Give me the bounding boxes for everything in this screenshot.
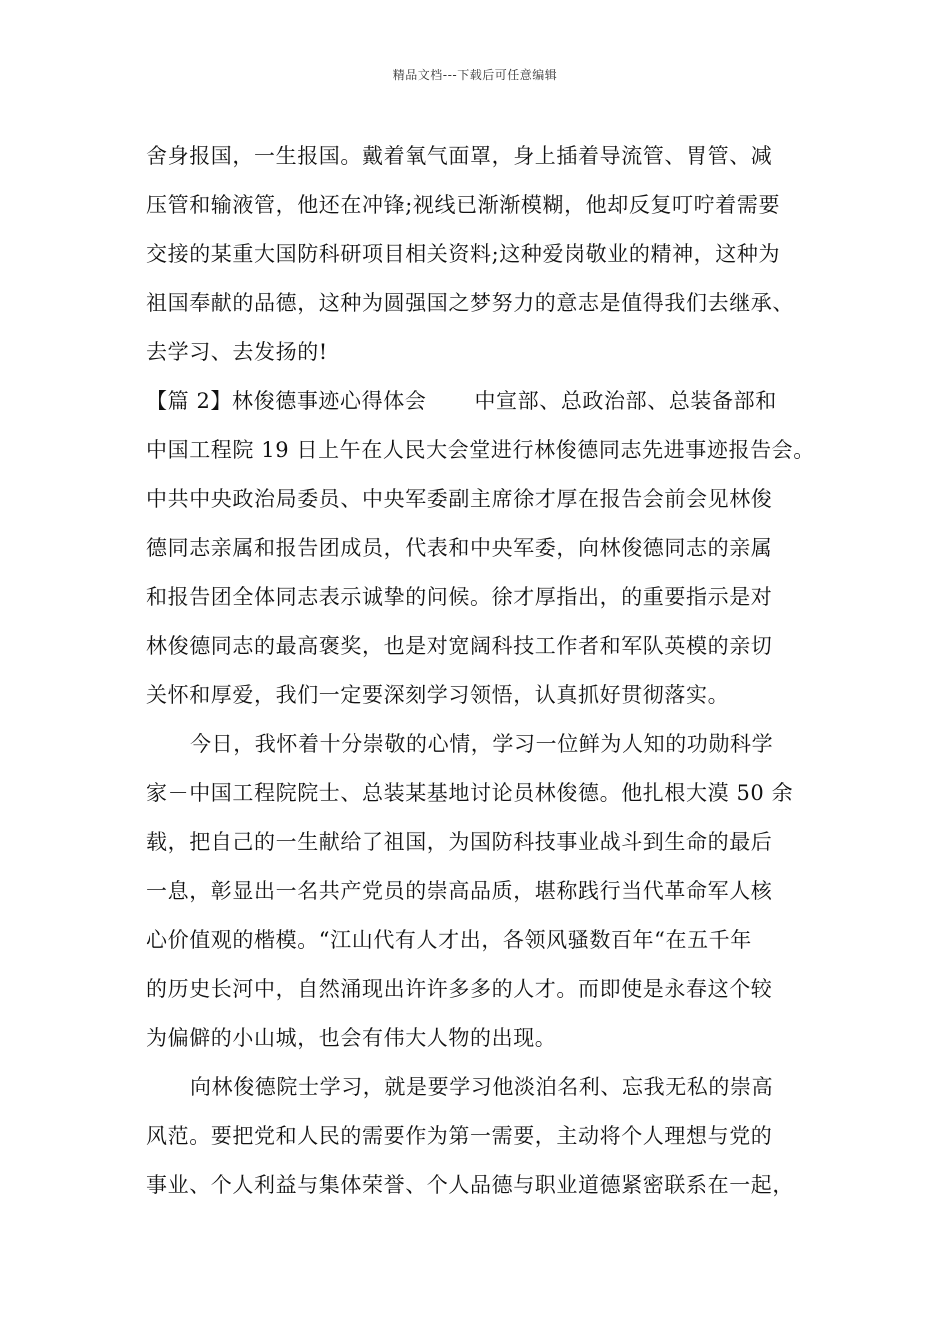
text-line: 去学习、去发扬的! <box>146 340 328 364</box>
text-line: 事业、个人利益与集体荣誉、个人品德与职业道德紧密联系在一起， <box>146 1173 794 1197</box>
text-line: 家－中国工程院院士、总装某基地讨论员林俊德。他扎根大漠 50 余 <box>146 781 794 805</box>
section-heading-line <box>146 377 836 426</box>
text-line: 交接的某重大国防科研项目相关资料;这种爱岗敬业的精神，这种为 <box>146 242 781 266</box>
text-line: 和报告团全体同志表示诚挚的问候。徐才厚指出，的重要指示是对 <box>146 585 773 609</box>
text-line: 中国工程院 19 日上午在人民大会堂进行林俊德同志先进事迹报告会。 <box>146 438 815 462</box>
text-line: 压管和输液管，他还在冲锋;视线已渐渐模糊，他却反复叮咛着需要 <box>146 193 781 217</box>
text-line: 林俊德同志的最高褒奖，也是对宽阔科技工作者和军队英模的亲切 <box>146 634 773 658</box>
text-line: 载，把自己的一生献给了祖国，为国防科技事业战斗到生命的最后 <box>146 830 773 854</box>
section-title: 【篇 2】林俊德事迹心得体会 <box>146 389 427 413</box>
text-line: 德同志亲属和报告团成员，代表和中央军委，向林俊德同志的亲属 <box>146 536 773 560</box>
paragraph-start-line: 今日，我怀着十分崇敬的心情，学习一位鲜为人知的功勋科学 <box>190 732 774 756</box>
text-line: 的历史长河中，自然涌现出许许多多的人才。而即使是永春这个较 <box>146 977 773 1001</box>
text-line: 为偏僻的小山城，也会有伟大人物的出现。 <box>146 1026 557 1050</box>
text-line: 心价值观的楷模。“江山代有人才出，各领风骚数百年“在五千年 <box>146 928 752 952</box>
page-header: 精品文档---下载后可任意编辑 <box>392 68 558 82</box>
paragraph-start-line: 向林俊德院士学习，就是要学习他淡泊名利、忘我无私的崇高 <box>190 1075 774 1099</box>
text-line: 舍身报国，一生报国。戴着氧气面罩，身上插着导流管、胃管、减 <box>146 144 773 168</box>
text-line: 一息，彰显出一名共产党员的崇高品质，堪称践行当代革命军人核 <box>146 879 773 903</box>
text-line: 风范。要把党和人民的需要作为第一需要，主动将个人理想与党的 <box>146 1124 773 1148</box>
section-intro: 中宣部、总政治部、总装备部和 <box>474 389 777 413</box>
text-line: 关怀和厚爱，我们一定要深刻学习领悟，认真抓好贯彻落实。 <box>146 683 730 707</box>
text-line: 中共中央政治局委员、中央军委副主席徐才厚在报告会前会见林俊 <box>146 487 773 511</box>
text-line: 祖国奉献的品德，这种为圆强国之梦努力的意志是值得我们去继承、 <box>146 291 794 315</box>
document-body <box>146 132 836 1210</box>
